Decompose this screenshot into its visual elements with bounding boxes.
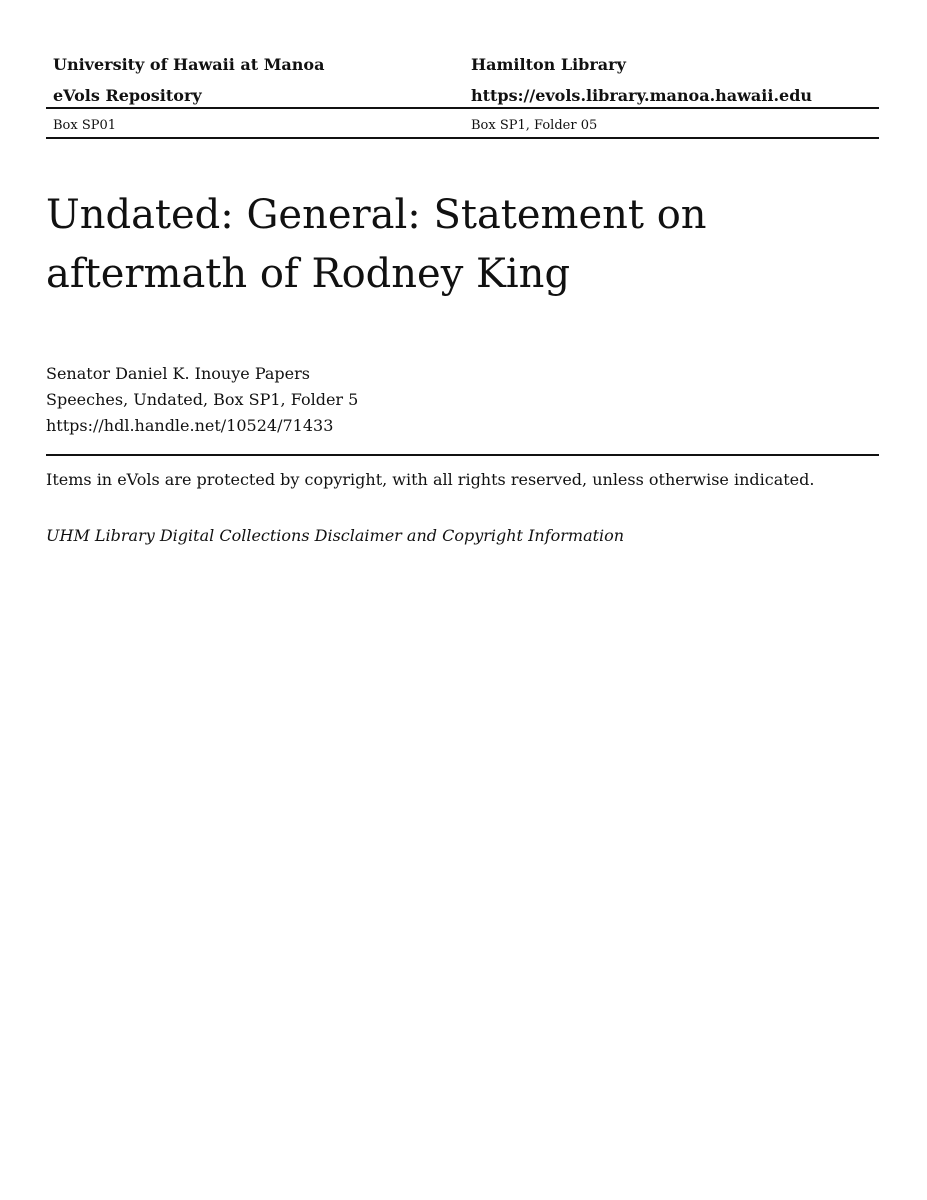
- document-page: [46, 0, 879, 1200]
- collection-name: Senator Daniel K. Inouye Papers: [46, 364, 310, 383]
- handle-link[interactable]: https://hdl.handle.net/10524/71433: [46, 416, 334, 435]
- header-repository-url[interactable]: https://evols.library.manoa.hawaii.edu: [471, 86, 813, 105]
- disclaimer-link[interactable]: UHM Library Digital Collections Disclaimer and Copyright Information: [46, 526, 625, 545]
- header-institution: University of Hawaii at Manoa: [53, 55, 325, 74]
- header-repository: eVols Repository: [53, 86, 202, 105]
- copyright-notice: Items in eVols are protected by copyright, with all rights reserved, unless otherwise indicated.: [46, 470, 815, 489]
- header-library: Hamilton Library: [471, 55, 626, 74]
- header-divider-top: [46, 107, 879, 109]
- series-info: Speeches, Undated, Box SP1, Folder 5: [46, 390, 359, 409]
- document-metadata: [46, 361, 358, 439]
- header-box: Box SP01: [53, 118, 117, 133]
- document-title: Undated: General: Statement on aftermath of Rodney King: [46, 192, 707, 297]
- header-box-folder: Box SP1, Folder 05: [471, 118, 598, 133]
- header-divider-bottom: [46, 137, 879, 139]
- footer-divider: [46, 454, 879, 456]
